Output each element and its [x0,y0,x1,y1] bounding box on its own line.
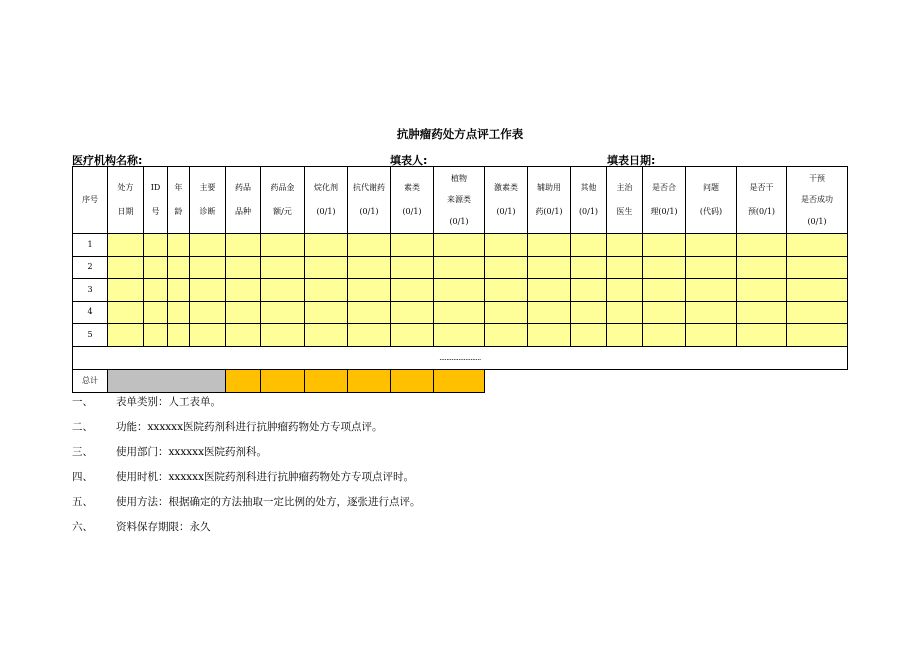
column-header [391,167,434,234]
table-cell[interactable] [686,234,737,257]
table-cell[interactable] [261,301,305,324]
table-cell[interactable] [226,256,261,279]
note-number: 一、 [72,396,93,408]
table-cell[interactable] [348,279,391,302]
note-number: 四、 [72,471,93,483]
table-cell[interactable] [168,324,190,347]
table-cell[interactable] [643,324,686,347]
table-row [73,324,848,347]
column-header-line: 预(0/1) [747,207,776,216]
column-header-line: 年 [174,183,183,193]
note-text: 资料保存期限：永久 [116,521,211,533]
row-number: 4 [73,301,108,324]
total-gray-cell[interactable] [108,369,226,392]
table-cell[interactable] [261,234,305,257]
table-cell[interactable] [226,234,261,257]
table-cell[interactable] [190,234,226,257]
table-cell[interactable] [528,234,571,257]
column-header-line: 来源类 [447,195,471,205]
fill-date-label: 填表日期: [607,154,656,167]
column-header-line: 干预 [809,173,825,183]
table-cell[interactable] [643,256,686,279]
column-header [528,167,571,234]
note-number: 二、 [72,421,93,433]
column-header-line: 医生 [616,207,633,216]
row-number: 5 [73,324,108,347]
row-number: 1 [73,234,108,257]
table-cell[interactable] [348,256,391,279]
column-header [485,167,528,234]
table-row [73,301,848,324]
table-cell[interactable] [261,324,305,347]
table-cell[interactable] [528,301,571,324]
table-cell[interactable] [226,279,261,302]
table-cell[interactable] [485,279,528,302]
header-row [73,167,848,234]
table-cell[interactable] [485,324,528,347]
column-header-line: 是否干 [749,183,774,193]
column-header-line: 诊断 [199,207,216,216]
table-cell[interactable] [261,256,305,279]
table-cell[interactable] [190,324,226,347]
column-header-line: (0/1) [578,207,599,216]
column-header-line: (代码) [699,207,723,216]
column-header-line: 是否成功 [801,195,833,205]
column-header-line: 药(0/1) [535,207,563,216]
table-row [73,234,848,257]
column-header [434,167,485,234]
table-cell[interactable] [348,234,391,257]
table-cell[interactable] [434,324,485,347]
column-header-line: 药品金 [270,183,295,193]
table-cell[interactable] [305,279,348,302]
total-cell-plant[interactable] [434,369,485,392]
table-cell[interactable] [391,324,434,347]
note-number: 六、 [72,521,93,533]
column-header-line: 问题 [703,183,719,193]
column-header [607,167,643,234]
total-row [73,369,848,392]
table-cell[interactable] [168,301,190,324]
note-text: 表单类别：人工表单。 [116,396,221,408]
table-cell[interactable] [144,324,168,347]
table-cell[interactable] [348,301,391,324]
table-cell[interactable] [144,301,168,324]
row-number: 3 [73,279,108,302]
table-cell[interactable] [607,234,643,257]
table-row [73,256,848,279]
table-cell[interactable] [434,301,485,324]
column-header-line: 烷化剂 [314,183,338,193]
table-cell[interactable] [737,301,787,324]
column-header-line: (0/1) [807,216,827,226]
column-header [348,167,391,234]
table-cell[interactable] [305,324,348,347]
table-cell[interactable] [305,256,348,279]
table-cell[interactable] [108,234,144,257]
table-cell[interactable] [737,279,787,302]
table-cell[interactable] [737,324,787,347]
column-header-line: (0/1) [316,207,336,216]
table-cell[interactable] [108,279,144,302]
table-cell[interactable] [144,279,168,302]
column-header-line: 其他 [580,183,597,193]
table-cell[interactable] [434,234,485,257]
column-header-line: 主治 [616,183,633,193]
table-cell[interactable] [190,256,226,279]
table-cell[interactable] [168,256,190,279]
column-header-line: 额/元 [273,207,292,216]
column-header [73,167,108,234]
column-header-line: 抗代谢药 [353,183,385,193]
table-cell[interactable] [686,256,737,279]
column-header [190,167,226,234]
note-text: 使用方法：根据确定的方法抽取一定比例的处方，逐张进行点评。 [116,496,421,508]
table-cell[interactable] [737,234,787,257]
note-number: 三、 [72,446,93,458]
column-header-line: 品种 [235,207,251,216]
table-cell[interactable] [787,324,848,347]
table-cell[interactable] [643,279,686,302]
note-text: 功能：xxxxxx医院药剂科进行抗肿瘤药物处方专项点评。 [116,421,383,433]
table-cell[interactable] [528,256,571,279]
column-header-line: 号 [151,207,160,216]
column-header-line: 序号 [82,195,98,205]
table-cell[interactable] [607,324,643,347]
column-header-line: ID [150,183,161,193]
note-number: 五、 [72,496,93,508]
table-cell[interactable] [348,324,391,347]
total-cell-antimetabolite[interactable] [348,369,391,392]
total-blank [485,369,848,392]
page-title: 抗肿瘤药处方点评工作表 [396,127,524,141]
table-cell[interactable] [571,301,607,324]
table-cell[interactable] [434,256,485,279]
table-cell[interactable] [787,279,848,302]
note-text: 使用部门：xxxxxx医院药剂科。 [116,446,268,458]
org-name-label: 医疗机构名称: [72,154,143,167]
table-cell[interactable] [108,301,144,324]
table-cell[interactable] [168,234,190,257]
table-cell[interactable] [144,234,168,257]
table-cell[interactable] [485,301,528,324]
table-cell[interactable] [571,234,607,257]
column-header [261,167,305,234]
note-text: 使用时机：xxxxxx医院药剂科进行抗肿瘤药物处方专项点评时。 [116,471,415,483]
total-label: 总计 [73,369,108,392]
column-header-line: 主要 [199,183,216,193]
table-row [73,279,848,302]
table-cell[interactable] [787,234,848,257]
table-cell[interactable] [391,234,434,257]
column-header [144,167,168,234]
column-header [226,167,261,234]
table-cell[interactable] [485,256,528,279]
table-cell[interactable] [108,324,144,347]
table-cell[interactable] [485,234,528,257]
ellipsis: ........................ [439,353,481,362]
table-cell[interactable] [528,324,571,347]
column-header [571,167,607,234]
table-cell[interactable] [607,279,643,302]
table-cell[interactable] [261,279,305,302]
total-cell-alkylating[interactable] [305,369,348,392]
table-cell[interactable] [787,301,848,324]
table-cell[interactable] [144,256,168,279]
column-header-line: 素类 [404,183,420,193]
table-cell[interactable] [226,301,261,324]
column-header [168,167,190,234]
column-header-line: 植物 [451,173,467,183]
table-cell[interactable] [190,279,226,302]
table-cell[interactable] [305,301,348,324]
table-cell[interactable] [686,301,737,324]
column-header-line: 日期 [117,207,134,216]
table-cell[interactable] [434,279,485,302]
table-cell[interactable] [607,301,643,324]
column-header [108,167,144,234]
table-cell[interactable] [686,324,737,347]
column-header [643,167,686,234]
column-header-line: 理(0/1) [650,207,678,216]
column-header [787,167,848,234]
total-cell-antibiotic[interactable] [391,369,434,392]
column-header-line: 龄 [174,207,183,216]
total-cell-amount[interactable] [261,369,305,392]
table-cell[interactable] [643,301,686,324]
ellipsis-row [73,346,848,369]
table-cell[interactable] [607,256,643,279]
table-cell[interactable] [305,234,348,257]
filler-label: 填表人: [390,154,428,167]
row-number: 2 [73,256,108,279]
total-cell-drug-types[interactable] [226,369,261,392]
review-table [72,166,848,393]
column-header-line: (0/1) [449,216,469,226]
column-header [737,167,787,234]
table-cell[interactable] [190,301,226,324]
table-cell[interactable] [108,256,144,279]
column-header-line: (0/1) [402,207,422,216]
column-header-line: 辅助用 [537,183,561,193]
column-header-line: 药品 [235,183,251,193]
column-header [305,167,348,234]
table-cell[interactable] [391,279,434,302]
column-header-line: (0/1) [359,207,379,216]
table-cell[interactable] [226,324,261,347]
table-cell[interactable] [787,256,848,279]
table-cell[interactable] [168,279,190,302]
column-header [686,167,737,234]
table-cell[interactable] [643,234,686,257]
table-cell[interactable] [737,256,787,279]
table-cell[interactable] [391,256,434,279]
table-cell[interactable] [528,279,571,302]
column-header-line: 处方 [117,183,134,193]
column-header-line: 激素类 [494,183,518,193]
table-cell[interactable] [571,324,607,347]
table-cell[interactable] [391,301,434,324]
column-header-line: (0/1) [496,207,516,216]
table-cell[interactable] [686,279,737,302]
column-header-line: 是否合 [652,183,676,193]
table-cell[interactable] [571,256,607,279]
table-cell[interactable] [571,279,607,302]
